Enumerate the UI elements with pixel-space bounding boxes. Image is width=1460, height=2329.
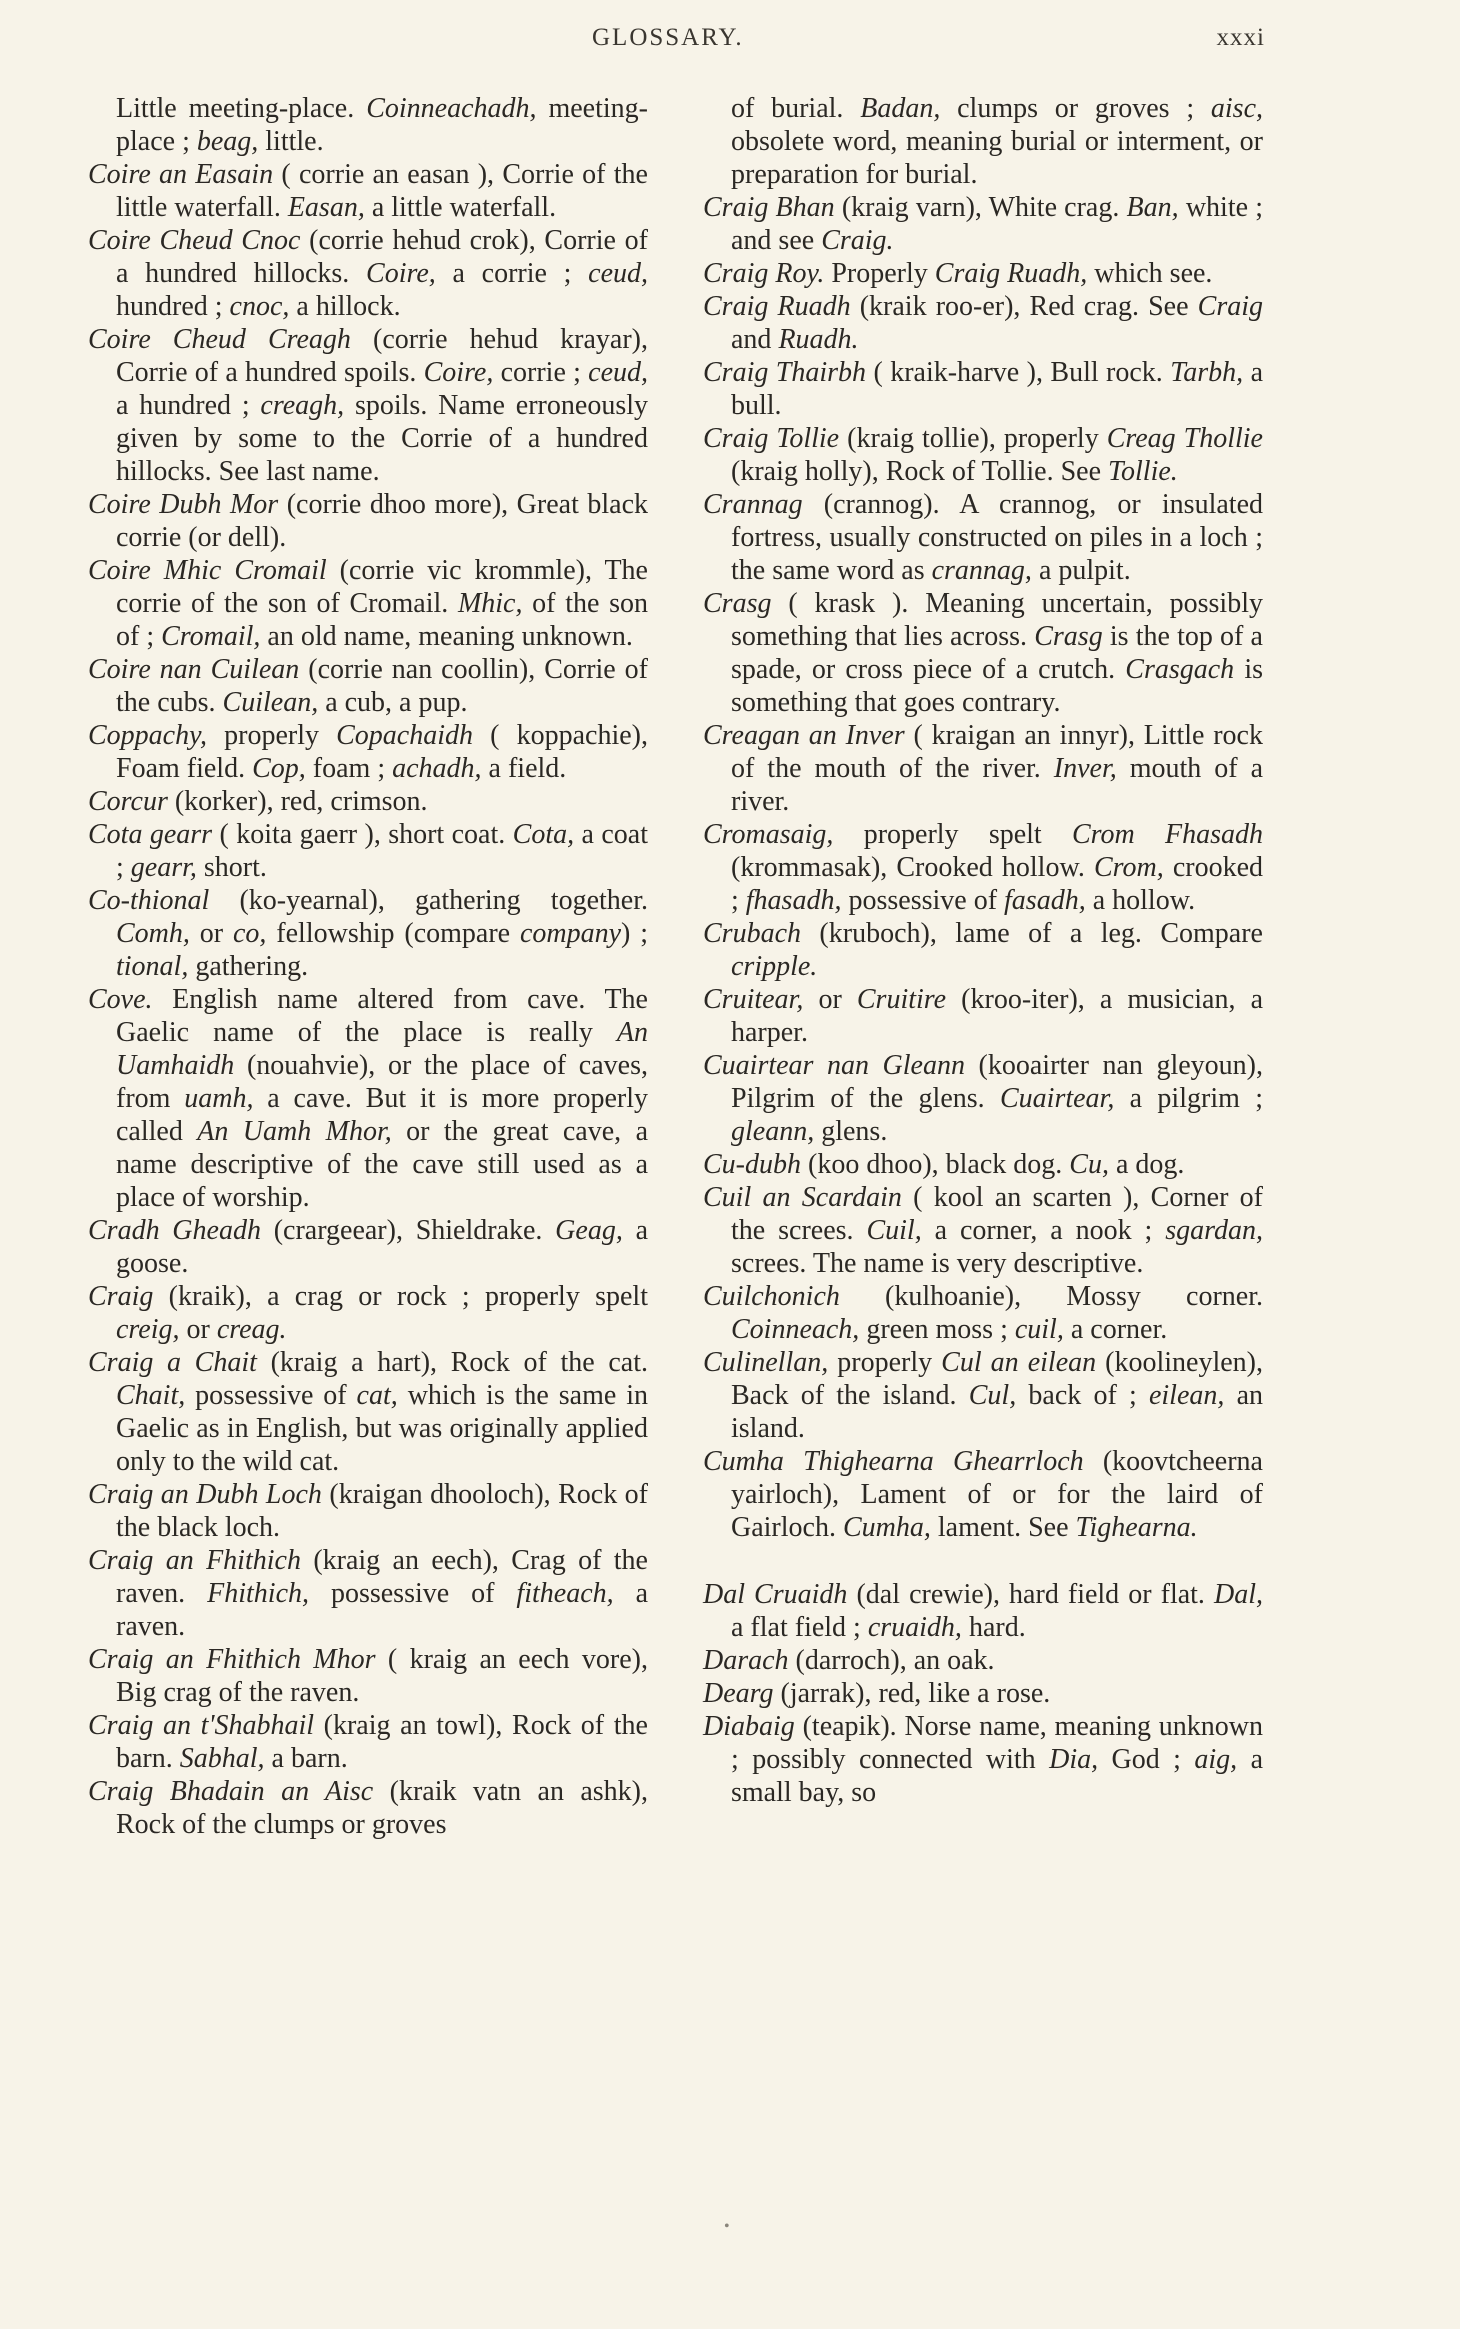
gaelic-term: Cuilean, — [222, 687, 319, 718]
gaelic-term: achadh, — [392, 753, 482, 784]
glossary-entry — [88, 719, 648, 785]
headword: Coire Cheud Creagh — [88, 324, 351, 355]
entry-text: God ; — [1098, 1744, 1195, 1775]
glossary-entry — [703, 1280, 1263, 1346]
gaelic-term: Mhic, — [457, 588, 523, 619]
headword: Craig Ruadh — [703, 291, 851, 322]
entry-text: (kraig an towl), Rock of the barn. — [116, 1710, 648, 1774]
entry-text: ( kraigan an innyr), Little rock of the mouth of the river. — [731, 720, 1263, 784]
glossary-entry — [88, 1478, 648, 1544]
entry-text: white ; and see — [731, 192, 1263, 256]
entry-text: a hillock. — [289, 291, 401, 322]
entry-text: spoils. Name erroneously given by some to the Corrie of a hundred hillocks. See last name. — [116, 390, 648, 487]
entry-text: (corrie hehud krayar), Corrie of a hundred spoils. — [116, 324, 648, 388]
glossary-entry — [88, 554, 648, 653]
headword: Craig — [88, 1281, 154, 1312]
entry-text: (jarrak), red, like a rose. — [773, 1678, 1051, 1709]
gaelic-term: Geag, — [555, 1215, 623, 1246]
section-gap — [703, 1544, 1263, 1578]
gaelic-term: creig, — [116, 1314, 180, 1345]
gaelic-term: Crasgach — [1125, 654, 1235, 685]
entry-text: a barn. — [264, 1743, 348, 1774]
headword: Craig an Fhithich Mhor — [88, 1644, 376, 1675]
entry-text: is the top of a spade, or cross piece of a crutch. — [731, 621, 1263, 685]
glossary-entry — [88, 1280, 648, 1346]
entry-text: a bull. — [731, 357, 1263, 421]
entry-text: ( koita gaerr ), short coat. — [212, 819, 513, 850]
gaelic-term: Crom Fhasadh — [1071, 819, 1263, 850]
entry-text: of the son of ; — [116, 588, 648, 652]
glossary-entry — [703, 1677, 1263, 1710]
entry-text: glens. — [814, 1116, 888, 1147]
gaelic-term: Cuairtear, — [999, 1083, 1115, 1114]
entry-text: ( krask ). Meaning uncertain, possibly something that lies across. — [731, 588, 1263, 652]
gaelic-term: cat, — [356, 1380, 398, 1411]
glossary-entry — [88, 1214, 648, 1280]
headword: Coire an Easain — [88, 159, 274, 190]
gaelic-term: aig, — [1194, 1744, 1238, 1775]
headword: Coire Cheud Cnoc — [88, 225, 301, 256]
entry-text: a coat ; — [116, 819, 648, 883]
entry-text: properly — [828, 1347, 942, 1378]
headword: Cota gearr — [88, 819, 213, 850]
gaelic-term: Tollie. — [1108, 456, 1178, 487]
entry-text: properly spelt — [833, 819, 1072, 850]
gaelic-term: eilean, — [1148, 1380, 1225, 1411]
glossary-entry — [703, 290, 1263, 356]
headword: Coire Mhic Cromail — [88, 555, 327, 586]
glossary-entry — [88, 1346, 648, 1478]
entry-text: meeting-place ; — [116, 93, 648, 157]
gaelic-term: cruaidh, — [867, 1612, 962, 1643]
glossary-entry — [88, 158, 648, 224]
gaelic-term: cripple. — [731, 951, 818, 982]
headword: Dal Cruaidh — [703, 1579, 848, 1610]
gaelic-term: Cumha, — [842, 1512, 931, 1543]
gaelic-term: Coinneach, — [731, 1314, 860, 1345]
entry-text: (ko-yearnal), gathering together. — [209, 885, 648, 916]
entry-text: obsolete word, meaning burial or interment, or preparation for burial. — [731, 126, 1263, 190]
entry-text: a cub, a pup. — [318, 687, 468, 718]
entry-text: a pulpit. — [1031, 555, 1131, 586]
entry-text: which is the same in Gaelic as in English, but was originally applied only to the wild cat. — [116, 1380, 648, 1477]
headword: Crasg — [703, 588, 772, 619]
glossary-entry — [88, 1775, 648, 1841]
entry-text: (koo dhoo), black dog. — [801, 1149, 1070, 1180]
entry-text: ) ; — [621, 918, 649, 949]
gaelic-term: Craig. — [821, 225, 894, 256]
entry-text: green moss ; — [859, 1314, 1015, 1345]
entry-text: a goose. — [116, 1215, 648, 1279]
gaelic-term: creagh, — [260, 390, 345, 421]
headword: Cu-dubh — [703, 1149, 801, 1180]
headword: Creagan an Inver — [703, 720, 905, 751]
entry-text: clumps or groves ; — [940, 93, 1211, 124]
glossary-entry — [88, 818, 648, 884]
headword: Craig Bhan — [703, 192, 835, 223]
entry-text: a field. — [481, 753, 567, 784]
gaelic-term: Tighearna. — [1075, 1512, 1198, 1543]
entry-text: ( corrie an easan ), Corrie of the little waterfall. — [116, 159, 648, 223]
entry-text: an island. — [731, 1380, 1263, 1444]
gaelic-term: Ban, — [1126, 192, 1179, 223]
glossary-entry — [703, 719, 1263, 818]
glossary-entry — [703, 983, 1263, 1049]
entry-text: (kraik vatn an ashk), Rock of the clumps or groves — [116, 1776, 649, 1840]
headword: Craig Thairbh — [703, 357, 867, 388]
entry-text: fellowship (compare — [266, 918, 520, 949]
entry-text: possessive of — [185, 1380, 357, 1411]
entry-text: (kraig varn), White crag. — [834, 192, 1127, 223]
headword: Co-thional — [88, 885, 210, 916]
glossary-entry — [703, 1049, 1263, 1148]
headword: Cuairtear nan Gleann — [703, 1050, 965, 1081]
gaelic-term: cuil, — [1014, 1314, 1064, 1345]
entry-text: (kulhoanie), Mossy corner. — [839, 1281, 1263, 1312]
glossary-entry — [88, 488, 648, 554]
glossary-entry — [703, 488, 1263, 587]
gaelic-term: An Uamhaidh — [116, 1017, 648, 1081]
entry-text: which see. — [1087, 258, 1213, 289]
headword: Corcur — [88, 786, 168, 817]
gaelic-term: sgardan, — [1165, 1215, 1263, 1246]
gaelic-term: Dia, — [1049, 1744, 1099, 1775]
headword: Diabaig — [703, 1711, 795, 1742]
left-column — [88, 92, 648, 1841]
glossary-entry — [703, 1181, 1263, 1280]
gaelic-term: Coire, — [423, 357, 494, 388]
glossary-entry — [703, 422, 1263, 488]
gaelic-term: Chait, — [116, 1380, 186, 1411]
gaelic-term: Cuil, — [866, 1215, 922, 1246]
gaelic-term: Cop, — [252, 753, 306, 784]
entry-text: a little waterfall. — [364, 192, 557, 223]
entry-text: (corrie dhoo more), Great black corrie (or dell). — [116, 489, 649, 553]
headword: Cuil an Scardain — [703, 1182, 902, 1213]
gaelic-term: Coinneachadh, — [366, 93, 537, 124]
glossary-entry-continued — [703, 92, 1263, 191]
gaelic-term: Easan, — [287, 192, 365, 223]
glossary-entry — [703, 917, 1263, 983]
gaelic-term: ceud, — [588, 357, 649, 388]
entry-text: crooked ; — [731, 852, 1263, 916]
entry-text: English name altered from cave. The Gaelic name of the place is really — [116, 984, 648, 1048]
entry-text: (kraik), a crag or rock ; properly spelt — [153, 1281, 648, 1312]
glossary-entry — [703, 257, 1263, 290]
gaelic-term: Sabhal, — [179, 1743, 265, 1774]
right-column — [703, 92, 1263, 1809]
gaelic-term: Crasg — [1034, 621, 1103, 652]
headword: Crannag — [703, 489, 803, 520]
headword: Craig Bhadain an Aisc — [88, 1776, 374, 1807]
entry-text: hard. — [961, 1612, 1026, 1643]
gaelic-term: Craig — [1197, 291, 1263, 322]
headword: Craig an Dubh Loch — [88, 1479, 322, 1510]
entry-text: possessive of — [309, 1578, 517, 1609]
glossary-entry — [703, 1346, 1263, 1445]
entry-text: (kruboch), lame of a leg. Compare — [801, 918, 1263, 949]
headword: Cromasaig, — [703, 819, 834, 850]
entry-text: (kraik roo-er), Red crag. See — [850, 291, 1198, 322]
entry-text: or — [179, 1314, 217, 1345]
entry-text: a small bay, so — [731, 1744, 1263, 1808]
entry-text: (kroo-iter), a musician, a harper. — [731, 984, 1263, 1048]
glossary-entry — [88, 785, 648, 818]
running-head — [0, 24, 1460, 64]
gaelic-term: fitheach, — [516, 1578, 614, 1609]
entry-text: hundred ; — [116, 291, 230, 322]
headword: Coire Dubh Mor — [88, 489, 279, 520]
entry-text: (corrie nan coollin), Corrie of the cubs. — [116, 654, 648, 718]
entry-text: lament. See — [930, 1512, 1076, 1543]
entry-text: (kraig holly), Rock of Tollie. See — [731, 456, 1109, 487]
entry-text: ( kraig an eech vore), Big crag of the raven. — [116, 1644, 648, 1708]
headword: Craig a Chait — [88, 1347, 257, 1378]
glossary-entry — [88, 323, 648, 488]
gaelic-term: fhasadh, — [745, 885, 842, 916]
entry-text: possessive of — [841, 885, 1005, 916]
entry-text: ( koppachie), Foam field. — [116, 720, 648, 784]
entry-text: (koovtcheerna yairloch), Lament of or for the laird of Gairloch. — [731, 1446, 1263, 1543]
entry-text: ( kool an scarten ), Corner of the screes. — [731, 1182, 1263, 1246]
entry-text: (darroch), an oak. — [788, 1645, 995, 1676]
entry-text: (koolineylen), Back of the island. — [731, 1347, 1264, 1411]
gaelic-term: Dal, — [1214, 1579, 1263, 1610]
headword: Cruitear, — [703, 984, 804, 1015]
entry-text: a corner, a nook ; — [921, 1215, 1166, 1246]
glossary-entry — [88, 1544, 648, 1643]
glossary-entry — [703, 1644, 1263, 1677]
glossary-entry — [703, 1445, 1263, 1544]
headword: Cove. — [88, 984, 153, 1015]
entry-text: back of ; — [1016, 1380, 1149, 1411]
entry-text: ( kraik-harve ), Bull rock. — [866, 357, 1171, 388]
headword: Coire nan Cuilean — [88, 654, 300, 685]
gaelic-term: Cruitire — [856, 984, 947, 1015]
entry-text: (dal crewie), hard field or flat. — [847, 1579, 1214, 1610]
entry-text: of burial. — [731, 93, 861, 124]
headword: Culinellan, — [703, 1347, 829, 1378]
entry-text: and — [731, 324, 779, 355]
gaelic-term: Cota, — [512, 819, 575, 850]
headword: Craig Tollie — [703, 423, 840, 454]
entry-text: properly — [207, 720, 337, 751]
gaelic-term: Cu, — [1069, 1149, 1109, 1180]
entry-text: a flat field ; — [731, 1612, 868, 1643]
entry-text: (krommasak), Crooked hollow. — [731, 852, 1094, 883]
gaelic-term: Crom, — [1093, 852, 1164, 883]
glossary-entry — [88, 653, 648, 719]
entry-text: foam ; — [305, 753, 393, 784]
glossary-entry — [703, 1148, 1263, 1181]
entry-text: a cave. But it is more properly called — [116, 1083, 648, 1147]
entry-text: little. — [258, 126, 324, 157]
entry-text: or the great cave, a name descriptive of the cave still used as a place of worship. — [116, 1116, 649, 1213]
gaelic-term: Craig Ruadh, — [934, 258, 1088, 289]
gaelic-term: Ruadh. — [778, 324, 859, 355]
glossary-entry — [88, 224, 648, 323]
entry-text: mouth of a river. — [731, 753, 1263, 817]
gaelic-term: gleann, — [731, 1116, 815, 1147]
entry-text: (kooairter nan gleyoun), Pilgrim of the glens. — [731, 1050, 1263, 1114]
gaelic-term: uamh, — [184, 1083, 254, 1114]
glossary-entry — [88, 1643, 648, 1709]
glossary-entry — [703, 356, 1263, 422]
entry-text: a corrie ; — [435, 258, 589, 289]
gaelic-term: Creag Thollie — [1106, 423, 1263, 454]
headword: Craig Roy. — [703, 258, 825, 289]
gaelic-term: fasadh, — [1004, 885, 1086, 916]
gaelic-term: Comh, — [116, 918, 190, 949]
gaelic-term: ceud, — [588, 258, 648, 289]
gaelic-term: Cromail, — [161, 621, 261, 652]
entry-text: corrie ; — [493, 357, 589, 388]
gaelic-term: crannag, — [931, 555, 1032, 586]
gaelic-term: Cul an eilean — [941, 1347, 1097, 1378]
entry-text: is something that goes contrary. — [731, 654, 1263, 718]
glossary-entry — [88, 884, 648, 983]
gaelic-term: Coire, — [366, 258, 436, 289]
gaelic-term: company — [519, 918, 622, 949]
gaelic-term: Fhithich, — [207, 1578, 310, 1609]
gaelic-term: Cul, — [968, 1380, 1017, 1411]
entry-text: (nouahvie), or the place of caves, from — [116, 1050, 648, 1114]
gaelic-term: beag, — [196, 126, 259, 157]
entry-text: (corrie hehud crok), Corrie of a hundred hillocks. — [116, 225, 649, 289]
page-title: GLOSSARY. — [592, 24, 744, 51]
entry-text: gathering. — [188, 951, 309, 982]
entry-text: (crannog). A crannog, or insulated fortress, usually constructed on piles in a loch ; the same word as — [731, 489, 1263, 586]
gaelic-term: aisc, — [1210, 93, 1264, 124]
headword: Darach — [703, 1645, 789, 1676]
gaelic-term: co, — [232, 918, 267, 949]
gaelic-term: tional, — [116, 951, 189, 982]
headword: Craig an Fhithich — [88, 1545, 301, 1576]
gaelic-term: Copachaidh — [336, 720, 474, 751]
glossary-entry — [703, 1578, 1263, 1644]
entry-text: (kraig a hart), Rock of the cat. — [256, 1347, 648, 1378]
entry-text: a raven. — [116, 1578, 649, 1642]
glossary-entry — [703, 1710, 1263, 1809]
entry-text: (teapik). Norse name, meaning unknown ; possibly connected with — [731, 1711, 1263, 1775]
entry-text: short. — [196, 852, 267, 883]
entry-text: Little meeting-place. — [116, 93, 367, 124]
entry-text: (kraigan dhooloch), Rock of the black loch. — [116, 1479, 648, 1543]
glossary-entry — [703, 818, 1263, 917]
print-mark: • — [724, 2218, 730, 2235]
gaelic-term: Inver, — [1053, 753, 1117, 784]
glossary-entry — [88, 1709, 648, 1775]
entry-text: or — [189, 918, 233, 949]
entry-text: Properly — [824, 258, 935, 289]
entry-text: an old name, meaning unknown. — [260, 621, 633, 652]
gaelic-term: Badan, — [860, 93, 941, 124]
gaelic-term: cnoc, — [229, 291, 290, 322]
headword: Coppachy, — [88, 720, 207, 751]
gaelic-term: gearr, — [130, 852, 197, 883]
entry-text: a corner. — [1063, 1314, 1168, 1345]
entry-text: (kraig an eech), Crag of the raven. — [116, 1545, 648, 1609]
gaelic-term: creag. — [216, 1314, 287, 1345]
entry-text: screes. The name is very descriptive. — [731, 1248, 1144, 1279]
entry-text: or — [803, 984, 857, 1015]
glossary-entry — [703, 587, 1263, 719]
page-number: xxxi — [1216, 24, 1265, 51]
entry-text: a hollow. — [1085, 885, 1196, 916]
headword: Craig an t'Shabhail — [88, 1710, 314, 1741]
entry-text: (kraig tollie), properly — [839, 423, 1107, 454]
entry-text: a pilgrim ; — [1114, 1083, 1263, 1114]
headword: Cumha Thighearna Ghearrloch — [703, 1446, 1084, 1477]
headword: Crubach — [703, 918, 801, 949]
gaelic-term: An Uamh Mhor, — [197, 1116, 392, 1147]
entry-text: (crargeear), Shieldrake. — [260, 1215, 556, 1246]
headword: Cuilchonich — [703, 1281, 840, 1312]
glossary-entry — [88, 983, 648, 1214]
entry-text: (corrie vic krommle), The corrie of the son of Cromail. — [116, 555, 648, 619]
gaelic-term: Tarbh, — [1170, 357, 1244, 388]
glossary-entry — [703, 191, 1263, 257]
entry-text: (korker), red, crimson. — [167, 786, 428, 817]
glossary-entry-continued — [88, 92, 648, 158]
entry-text: a hundred ; — [116, 390, 261, 421]
headword: Dearg — [703, 1678, 774, 1709]
headword: Cradh Gheadh — [88, 1215, 261, 1246]
entry-text: a dog. — [1108, 1149, 1185, 1180]
